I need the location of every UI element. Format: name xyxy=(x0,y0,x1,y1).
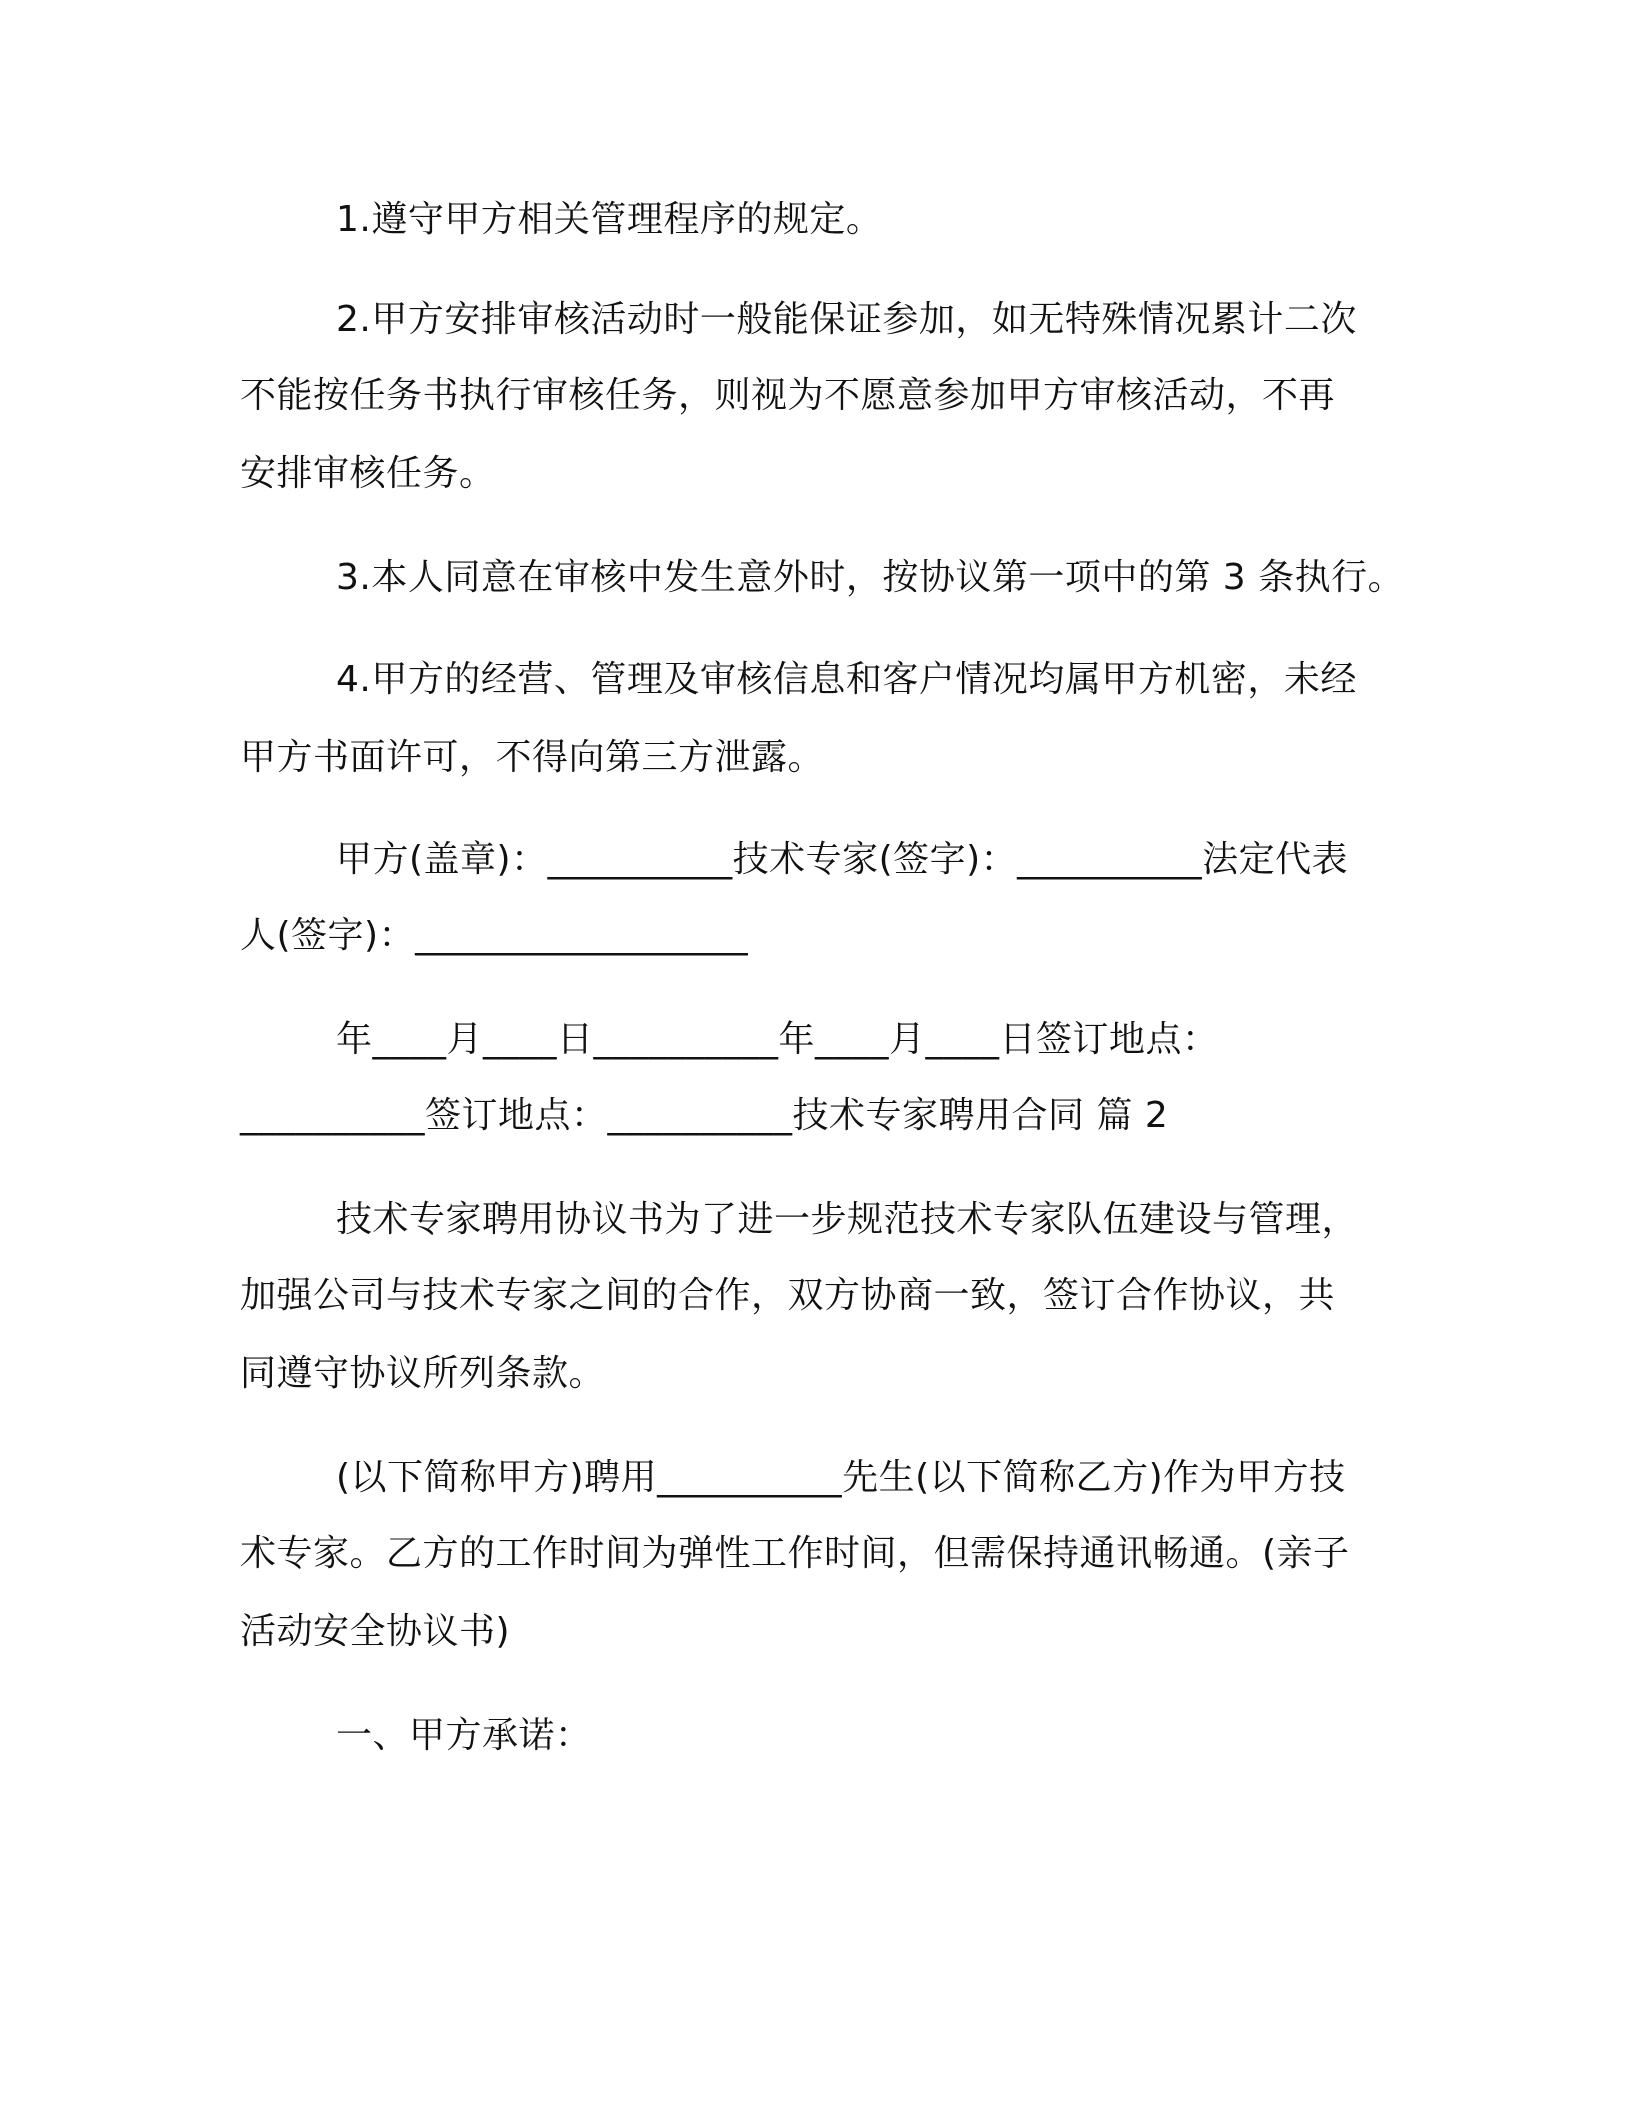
clause-4-line-1: 4.甲方的经营、管理及审核信息和客户情况均属甲方机密，未经 xyxy=(336,659,1357,700)
signature-line-1: 甲方(盖章)：__________技术专家(签字)：__________法定代表 xyxy=(336,839,1349,880)
date-place-line-2: __________签订地点：__________技术专家聘用合同 篇 2 xyxy=(240,1095,1169,1136)
agreement-intro-line-3: 同遵守协议所列条款。 xyxy=(240,1353,606,1394)
clause-3: 3.本人同意在审核中发生意外时，按协议第一项中的第 3 条执行。 xyxy=(336,557,1405,598)
clause-1: 1.遵守甲方相关管理程序的规定。 xyxy=(336,199,883,240)
clause-2-line-1: 2.甲方安排审核活动时一般能保证参加，如无特殊情况累计二次 xyxy=(336,299,1357,340)
clause-4-line-2: 甲方书面许可，不得向第三方泄露。 xyxy=(240,737,825,778)
employment-line-1: (以下简称甲方)聘用__________先生(以下简称乙方)作为甲方技 xyxy=(336,1457,1346,1498)
clause-2-line-3: 安排审核任务。 xyxy=(240,453,496,494)
agreement-intro-line-2: 加强公司与技术专家之间的合作，双方协商一致，签订合作协议，共 xyxy=(240,1275,1336,1316)
clause-2-line-2: 不能按任务书执行审核任务，则视为不愿意参加甲方审核活动，不再 xyxy=(240,375,1336,416)
section-heading-party-a-commitment: 一、甲方承诺： xyxy=(336,1715,592,1756)
employment-line-3: 活动安全协议书) xyxy=(240,1611,511,1652)
signature-line-2: 人(签字)：__________________ xyxy=(240,915,749,956)
employment-line-2: 术专家。乙方的工作时间为弹性工作时间，但需保持通讯畅通。(亲子 xyxy=(240,1533,1350,1574)
date-place-line-1: 年____月____日__________年____月____日签订地点： xyxy=(336,1019,1219,1060)
agreement-intro-line-1: 技术专家聘用协议书为了进一步规范技术专家队伍建设与管理， xyxy=(336,1199,1359,1240)
